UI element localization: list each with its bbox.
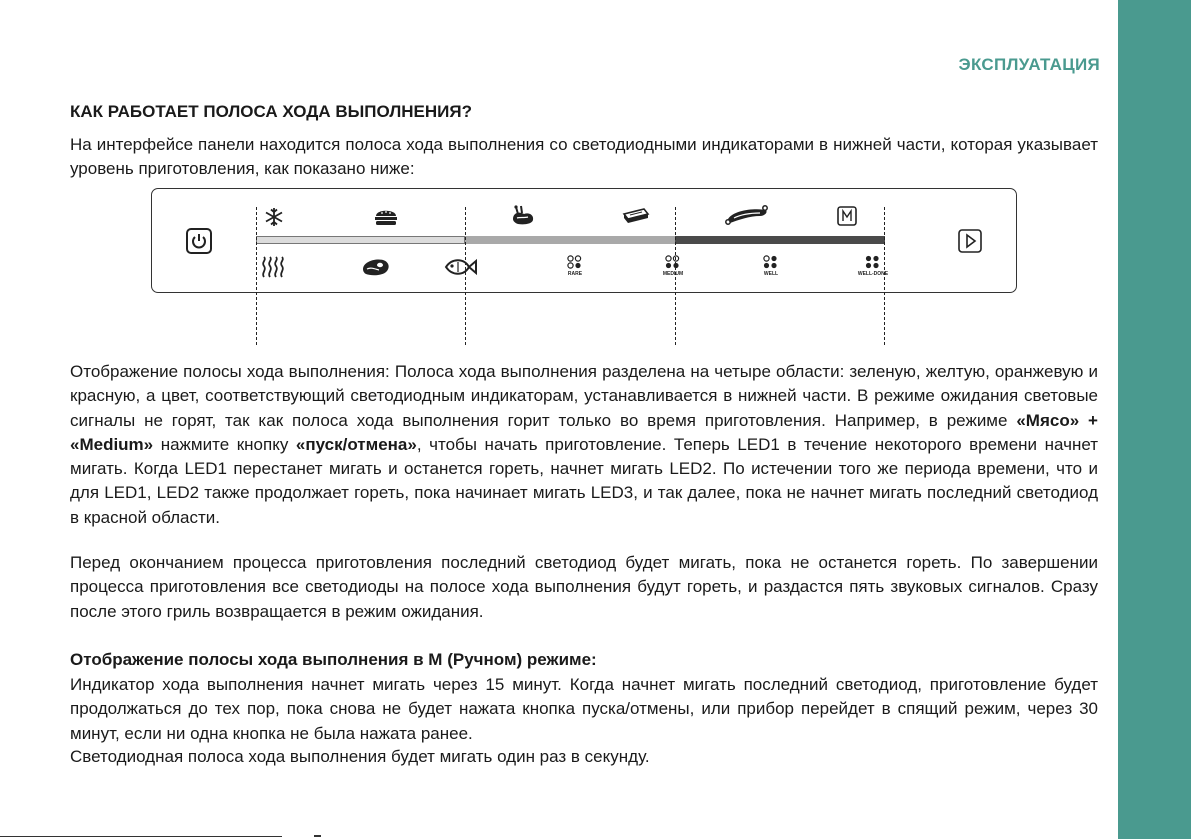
sandwich-icon (622, 206, 650, 226)
play-icon (958, 229, 982, 253)
doneness-label-well-done: WELL-DONE (857, 271, 889, 277)
completion-paragraph: Перед окончанием процесса приготовления последний светодиод будет мигать, пока не останется гореть. По завершении процесса приготовления все светодиоды на полосе хода выполнения будут гореть, и раздастся пять звуковых сигналов. Сразу после этого гриль возвращается в режим ожидания. (70, 553, 1098, 621)
heat-waves-icon (261, 256, 287, 278)
progress-segment-1 (256, 236, 465, 244)
blink-rate-paragraph: Светодиодная полоса хода выполнения будет мигать один раз в секунду. (70, 747, 650, 766)
manual-mode-paragraph: Индикатор хода выполнения начнет мигать через 15 минут. Когда начнет мигать последний светодиод, приготовление будет продолжаться до тех пор, пока снова не будет нажата кнопка пуска/отмены, или прибор перейдет в спящий режим, через 30 минут, если ни одна кнопка не была нажата ранее. (70, 675, 1098, 743)
doneness-label-rare: RARE (567, 271, 583, 277)
doneness-label-well: WELL (763, 271, 779, 277)
manual-mode-heading: Отображение полосы хода выполнения в М (Ручном) режиме: (70, 650, 597, 669)
page-heading: КАК РАБОТАЕТ ПОЛОСА ХОДА ВЫПОЛНЕНИЯ? (70, 102, 472, 121)
section-label: ЭКСПЛУАТАЦИЯ (958, 55, 1100, 74)
intro-paragraph: На интерфейсе панели находится полоса хода выполнения со светодиодными индикаторами в нижней части, которая указывает уровень приготовления, как показано ниже: (70, 135, 1098, 179)
manual-icon (837, 206, 857, 226)
footer-line (0, 836, 282, 837)
steak-icon (361, 257, 391, 277)
side-accent-bar (1118, 0, 1191, 839)
footer-mark (314, 835, 321, 837)
sausage-icon (724, 204, 770, 226)
doneness-rare-icon (567, 255, 583, 270)
doneness-label-medium: MEDIUM (662, 271, 684, 277)
progress-segment-2 (465, 236, 675, 244)
poultry-icon (510, 205, 536, 227)
divider-line (256, 207, 257, 345)
power-icon (186, 228, 212, 254)
burger-icon (374, 207, 398, 227)
progress-description-paragraph: Отображение полосы хода выполнения: Полоса хода выполнения разделена на четыре области: зеленую, желтую, оранжевую и красную, а цвет, соответствующий светодиодным индикаторам, устанавливается в нижней части. В режиме ожидания световые сигналы не горят, так как полоса хода выполнения горит только во время приготовления. Например, в режиме «Мясо» + «Medium» нажмите кнопку «пуск/отмена», чтобы начать приготовление. Теперь LED1 в течение некоторого времени начнет мигать. Когда LED1 перестанет мигать и останется гореть, начнет мигать LED2. По истечении того же периода времени, что и для LED1, LED2 также продолжает гореть, пока начинает мигать LED3, и так далее, пока не начнет мигать последний светодиод в красной области. (70, 362, 1099, 527)
snowflake-icon (264, 207, 284, 227)
doneness-well-done-icon (865, 255, 881, 270)
doneness-well-icon (763, 255, 779, 270)
progress-segment-3 (675, 236, 885, 244)
doneness-medium-icon (665, 255, 681, 270)
fish-icon (443, 257, 477, 277)
